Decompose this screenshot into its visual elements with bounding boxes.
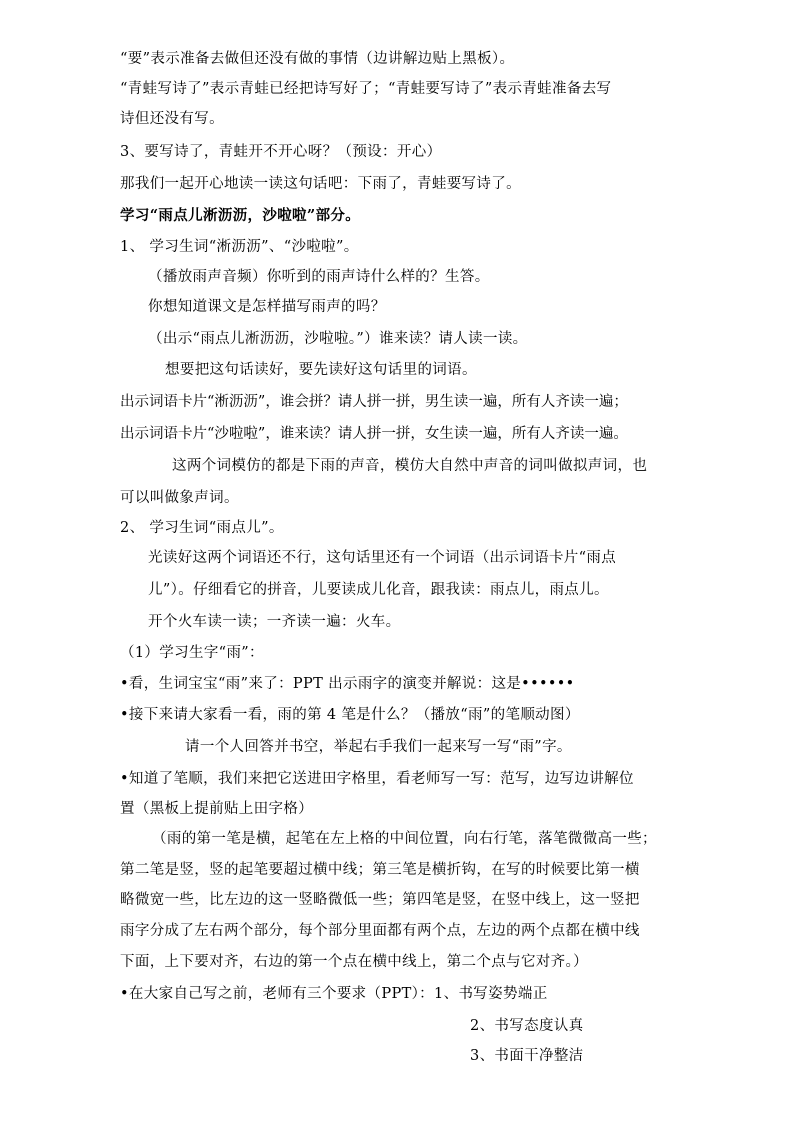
text-line: （播放雨声音频）你听到的雨声诗什么样的？生答。: [148, 269, 490, 285]
text-line: 开个火车读一读；一齐读一遍：火车。: [148, 614, 401, 630]
text-line: 3、要写诗了，青蛙开不开心呀？（预设：开心）: [120, 144, 442, 160]
bullet-line: •看，生词宝宝“雨”来了：PPT 出示雨字的演变并解说：这是••••••: [120, 676, 575, 692]
text-line: 你想知道课文是怎样描写雨声的吗？: [148, 299, 386, 315]
text-line: 第二笔是竖，竖的起笔要超过横中线；第三笔是横折钩，在写的时候要比第一横: [120, 862, 640, 878]
text-line: 置（黑板上提前贴上田字格）: [120, 801, 314, 817]
text-line: 光读好这两个词语还不行，这句话里还有一个词语（出示词语卡片“雨点: [148, 550, 617, 566]
text-line: 出示词语卡片“沙啦啦”，谁来读？请人拼一拼，女生读一遍，所有人齐读一遍。: [120, 426, 628, 442]
text-line: （雨的第一笔是横，起笔在左上格的中间位置，向右行笔，落笔微微高一些；: [152, 831, 657, 847]
text-line: 1、 学习生词“淅沥沥”、“沙啦啦”。: [120, 239, 359, 255]
text-line: （出示“雨点儿淅沥沥，沙啦啦。”）谁来读？请人读一读。: [148, 331, 528, 347]
text-line: 雨字分成了左右两个部分，每个部分里面都有两个点，左边的两个点都在横中线: [120, 923, 640, 939]
text-line: 略微宽一些，比左边的这一竖略微低一些；第四笔是竖，在竖中线上，这一竖把: [120, 892, 640, 908]
text-line: 可以叫做象声词。: [120, 490, 239, 506]
bullet-line: •在大家自己写之前，老师有三个要求（PPT）：1、书写姿势端正: [120, 986, 548, 1002]
text-line: 这两个词模仿的都是下雨的声音，模仿大自然中声音的词叫做拟声词，也: [172, 458, 648, 474]
text-line: 儿”）。仔细看它的拼音，儿要读成儿化音，跟我读：雨点儿，雨点儿。: [148, 582, 609, 598]
requirement-item: 3、书面干净整洁: [470, 1048, 584, 1064]
bullet-line: •接下来请大家看一看，雨的第 4 笔是什么？（播放“雨”的笔顺动图）: [120, 707, 580, 723]
text-line: 诗但还没有写。: [120, 111, 224, 127]
text-line: （1）学习生字“雨”：: [120, 645, 264, 661]
text-line: “要”表示准备去做但还没有做的事情（边讲解边贴上黑板）。: [120, 51, 515, 67]
text-line: 2、 学习生词“雨点儿”。: [120, 520, 284, 536]
text-line: 下面，上下要对齐，右边的第一个点在横中线上，第二个点与它对齐。）: [120, 954, 588, 970]
section-heading: 学习“雨点儿淅沥沥，沙啦啦”部分。: [120, 207, 361, 224]
bullet-line: •知道了笔顺，我们来把它送进田字格里，看老师写一写：范写，边写边讲解位: [120, 771, 634, 787]
text-line: “青蛙写诗了”表示青蛙已经把诗写好了；“青蛙要写诗了”表示青蛙准备去写: [120, 81, 612, 97]
text-line: 那我们一起开心地读一读这句话吧：下雨了，青蛙要写诗了。: [120, 176, 521, 192]
text-line: 出示词语卡片“淅沥沥”，谁会拼？请人拼一拼，男生读一遍，所有人齐读一遍；: [120, 394, 628, 410]
text-line: 想要把这句话读好，要先读好这句话里的词语。: [165, 362, 477, 378]
text-line: 请一个人回答并书空，举起右手我们一起来写一写“雨”字。: [185, 739, 572, 755]
requirement-item: 2、书写态度认真: [470, 1018, 584, 1034]
